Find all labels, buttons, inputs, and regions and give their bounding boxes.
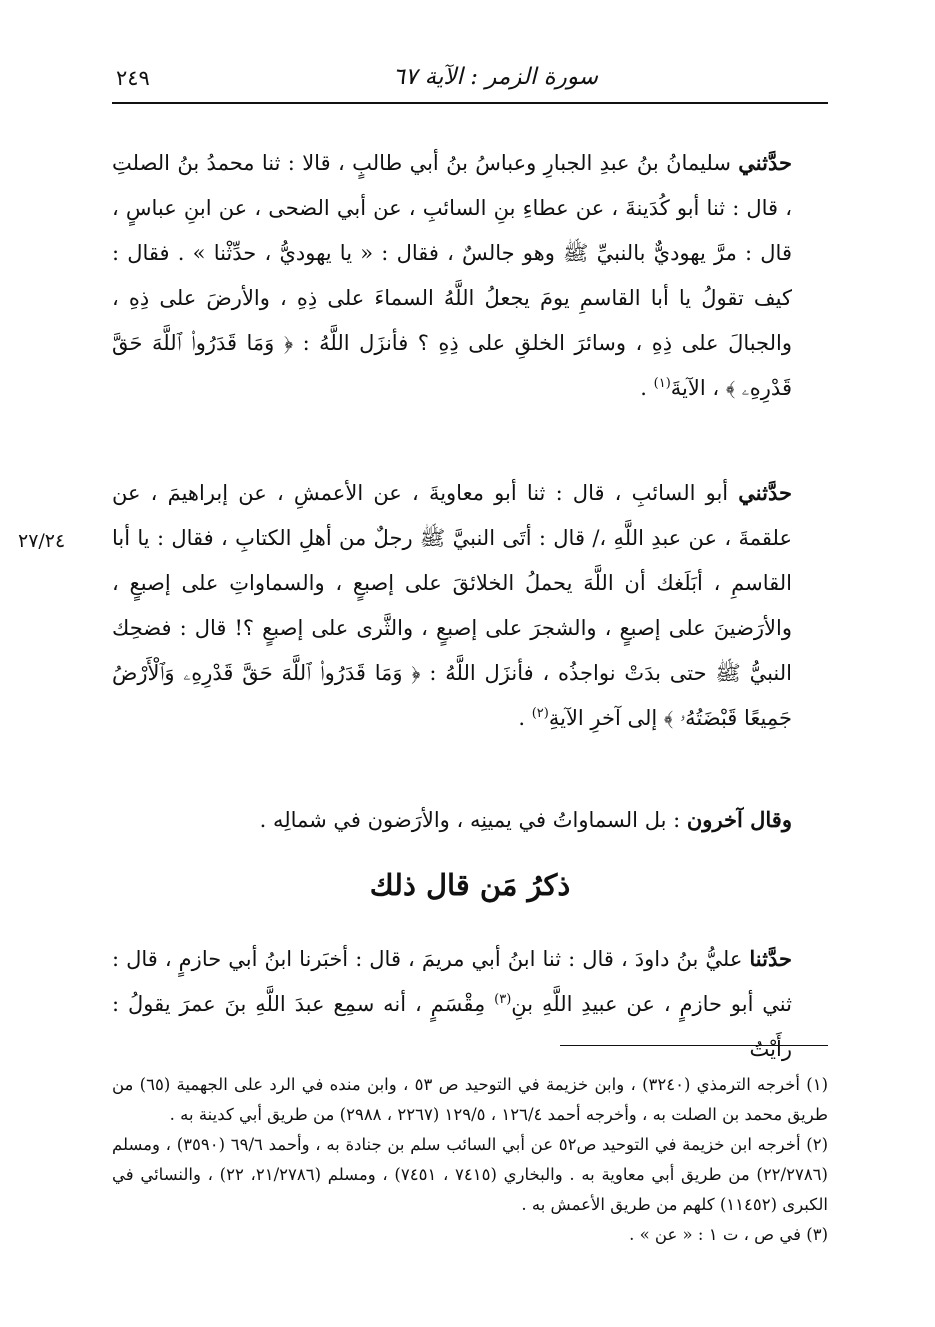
- paragraph-lead: وقال آخرون: [686, 807, 792, 832]
- paragraph-lead: حدَّثني: [738, 150, 792, 175]
- paragraph-3: [112, 797, 828, 843]
- running-title: سورة الزمر : الآية ٦٧: [392, 64, 598, 90]
- footnote-ref: (٣): [494, 992, 512, 1007]
- paragraph-1: [112, 140, 828, 411]
- footnote-1: (١) أخرجه الترمذي (٣٢٤٠) ، وابن خزيمة في التوحيد ص ٥٣ ، وابن منده في الرد على الجهمية (٦٥) من طريق محمد بن الصلت به ، وأخرجه أحمد ١٢٦/٤ ، ١٢٩/٥ (٢٢٦٧ ، ٢٩٨٨) من طريق أبي كدينة به .: [112, 1075, 829, 1124]
- page-number: ٢٤٩: [116, 66, 150, 90]
- paragraph-tail: .: [640, 376, 654, 400]
- paragraph-tail: .: [518, 706, 532, 730]
- paragraph-text: عليُّ بنُ داودَ ، قال : ثنا ابنُ أبي مريمَ ، قال : أخبَرنا ابنُ أبي حازمٍ ، قال : ثني أبو حازمٍ ، عن عبيدِ اللَّهِ بنِ: [112, 947, 792, 1016]
- footnote-3: (٣) في ص ، ت ١ : « عن » .: [629, 1225, 828, 1244]
- footnote-ref: (٢): [531, 706, 549, 721]
- section-heading: ذكرُ مَن قال ذلك: [369, 868, 571, 902]
- header-rule: [112, 102, 828, 104]
- paragraph-4: [112, 936, 828, 1072]
- footnote-separator: [560, 1045, 828, 1046]
- paragraph-text: : بل السماواتُ في يمينِه ، والأرَضون في شمالِه .: [259, 808, 687, 832]
- footnotes: [112, 1070, 828, 1250]
- footnote-ref: (١): [653, 376, 671, 391]
- margin-page-reference: ٢٧/٢٤: [18, 530, 66, 552]
- paragraph-lead: حدَّثنا: [749, 946, 792, 971]
- paragraph-text: أبو السائبِ ، قال : ثنا أبو معاويةَ ، عن الأعمشِ ، عن إبراهيمَ ، عن علقمةَ ، عن عبدِ اللَّهِ ،/ قال : أتَى النبيَّ ﷺ رجلٌ من أهلِ الكتابِ ، فقال : يا أبا القاسمِ ، أبَلَغك أن اللَّهَ يحملُ الخلائقَ على إصبعٍ ، والسماواتِ على إصبعٍ ، والأرَضينَ على إصبعٍ ، والشجرَ على إصبعٍ ، والثَّرى على إصبعٍ ؟! قال : فضحِك النبيُّ ﷺ حتى بدَتْ نواجذُه ، فأنزَل اللَّهُ : ﴿ وَمَا قَدَرُوا۟ ٱللَّهَ حَقَّ قَدْرِهِۦ وَٱلْأَرْضُ جَمِيعًا قَبْضَتُهُۥ ﴾ إلى آخرِ الآيةِ: [112, 481, 792, 730]
- paragraph-text-continued: مِقْسَمٍ ، أنه سمِع عبدَ اللَّهِ بنَ عمرَ يقولُ : رأَيْتُ: [112, 992, 792, 1061]
- running-header: [112, 62, 828, 98]
- paragraph-text: سليمانُ بنُ عبدِ الجبارِ وعباسُ بنُ أبي طالبٍ ، قالا : ثنا محمدُ بنُ الصلتِ ، قال : ثنا أبو كُدَينةَ ، عن عطاءِ بنِ السائبِ ، عن أبي الضحى ، عن ابنِ عباسٍ ، قال : مرَّ يهوديٌّ بالنبيِّ ﷺ وهو جالسٌ ، فقال : « يا يهوديُّ ، حدِّثْنا » . فقال : كيف تقولُ يا أبا القاسمِ يومَ يجعلُ اللَّهُ السماءَ على ذِهِ ، والأرضَ على ذِهِ ، والجبالَ على ذِهِ ، وسائرَ الخلقِ على ذِهِ ؟ فأنزَل اللَّهُ : ﴿ وَمَا قَدَرُوا۟ ٱللَّهَ حَقَّ قَدْرِهِۦ ﴾ ، الآيةَ: [112, 151, 792, 400]
- footnote-2: (٢) أخرجه ابن خزيمة في التوحيد ص٥٢ عن أبي السائب سلم بن جنادة به ، وأحمد ٦٩/٦ (٣٥٩٠) ، ومسلم (٢٢/٢٧٨٦) من طريق أبي معاوية به . والبخاري (٧٤١٥ ، ٧٤٥١) ، ومسلم (٢١/٢٧٨٦، ٢٢) ، والنسائي في الكبرى (١١٤٥٢) كلهم من طريق الأعمش به .: [112, 1135, 829, 1214]
- paragraph-2: [112, 470, 828, 741]
- paragraph-lead: حدَّثني: [738, 480, 792, 505]
